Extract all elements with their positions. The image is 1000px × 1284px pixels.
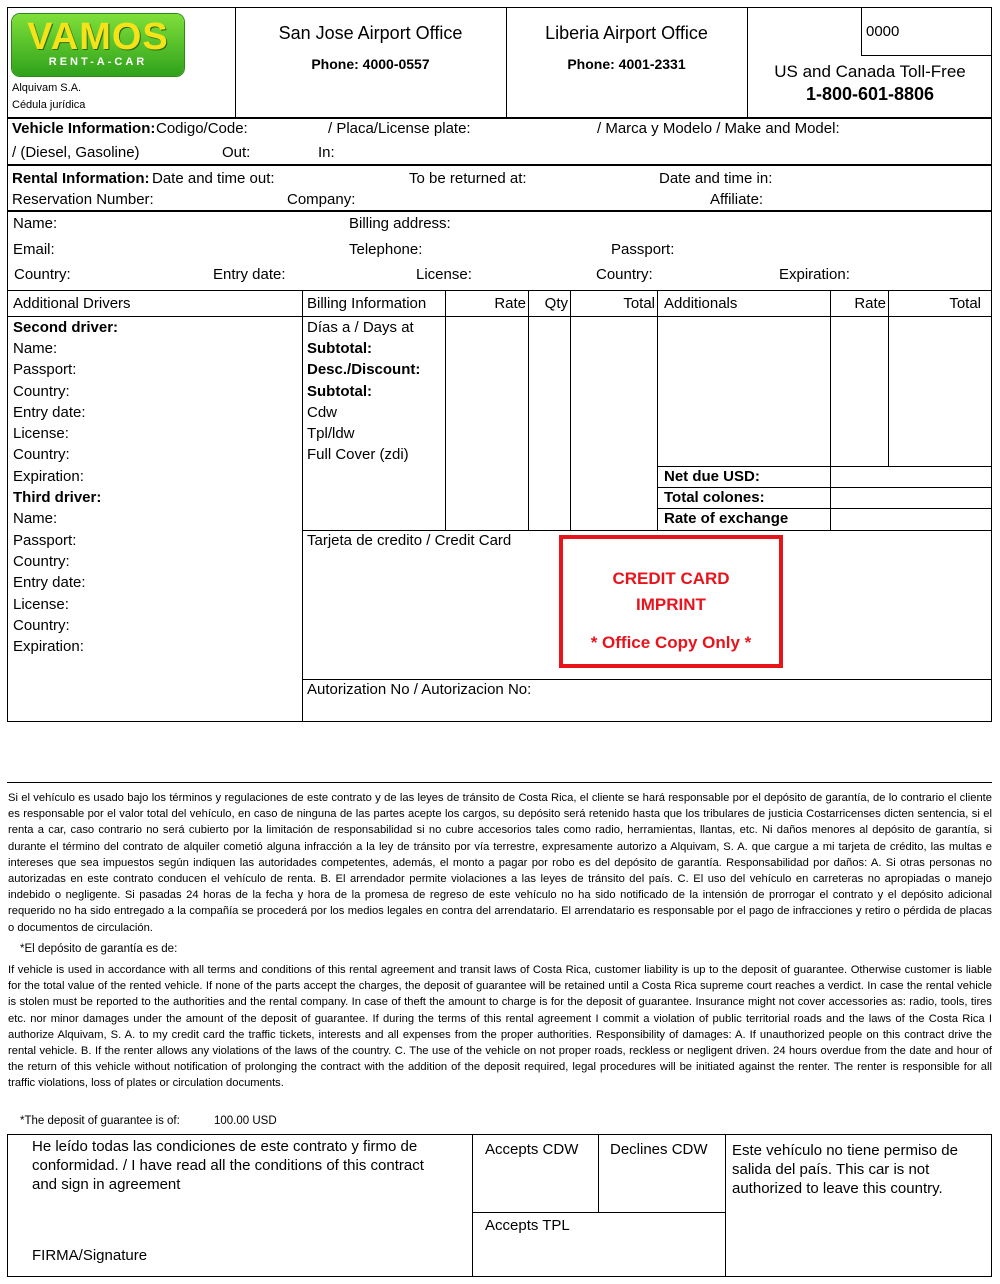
billing-rate-header: Rate [494, 295, 526, 312]
legal-spanish: Si el vehículo es usado bajo los términos y regulaciones de este contrato y de las leyes de tránsito de Costa Rica, el cliente se hará responsable por el depósito de garantía, de lo contrario el cliente es responsable por el valor total del vehículo, en caso de ninguna de las partes acepte los cargos, su depósito será retenido hasta que los tribulares de justicia Costarricenses dicten sentencia, si el renta a car, caso contrario no será cubierto por la limitación de responsabilidad si no cubre accesorios tales como radio, herramientas, llantas, etc. Ni daños menores al depósito de garantía, si durante el término del contrato de alquiler cometió alguna infracción a la ley de tránsito por vía terrestre, expresamente autorizo a Alquivam, S. A. que cargue a mi tarjeta de crédito, las multas e intereses que sea impuestos según indiquen las autoridades competentes, además, el monto a pagar por robo es del depósito de garantía. Responsabilidad por daños: A. Si otras personas no autorizadas en este contrato conducen el vehículo de renta. B. El arrendador permite violaciones a las leyes de tránsito del país. C. El uso del vehículo en carreteras no apropiadas o manejo indebido o negligente. Si pasadas 24 horas de la fecha y hora de la promesa de regreso de este vehículo no ha sido notificado de la intensión de prorrogar el contrato y el depósito adicional requerido no ha sido entregado a la compañía se procederá por los medios legales en contra del arrendatario. El arrendatario es responsable por el pago de infracciones y retiro o pérdida de placas o documentos de circulación. [8, 792, 992, 934]
tollfree-number: 1-800-601-8806 [805, 84, 935, 104]
customer-country2: Country: [596, 266, 653, 283]
additionals-total-header: Total [949, 295, 981, 312]
rental-date-out: Date and time out: [152, 170, 275, 187]
driver3-entry-date: Entry date: [13, 574, 86, 591]
driver3-country: Country: [13, 553, 70, 570]
vehicle-fuel: / (Diesel, Gasoline) [12, 144, 140, 161]
customer-expiration: Expiration: [779, 266, 850, 283]
driver2-entry-date: Entry date: [13, 404, 86, 421]
driver2-passport: Passport: [13, 361, 77, 378]
deposit-english: *The deposit of guarantee is of: [20, 1115, 180, 1127]
signature-label: FIRMA/Signature [32, 1247, 148, 1264]
divider [888, 291, 889, 466]
customer-country: Country: [14, 266, 71, 283]
customer-license: License: [416, 266, 472, 283]
divider [725, 1134, 726, 1277]
customer-telephone: Telephone: [349, 241, 423, 258]
customer-billing-address: Billing address: [349, 215, 451, 232]
accepts-cdw[interactable]: Accepts CDW [485, 1141, 579, 1158]
divider [657, 487, 992, 488]
driver2-expiration: Expiration: [13, 468, 84, 485]
deposit-amount: 100.00 USD [214, 1115, 277, 1127]
country-exit-notice: Este vehículo no tiene permiso de salida del país. This car is not authorized to leave this country. [732, 1142, 958, 1197]
credit-card-imprint-stamp [559, 535, 783, 668]
tollfree-label: US and Canada Toll-Free [774, 62, 966, 81]
second-driver-label: Second driver: [13, 319, 119, 336]
rate-exchange-label: Rate of exchange [664, 510, 789, 527]
office1-title: San Jose Airport Office [278, 23, 463, 43]
divider [445, 291, 446, 530]
billing-subtotal: Subtotal: [307, 340, 372, 357]
rental-affiliate: Affiliate: [710, 191, 764, 208]
total-colones-label: Total colones: [664, 489, 765, 506]
driver3-passport: Passport: [13, 532, 77, 549]
divider [861, 7, 862, 55]
driver2-name: Name: [13, 340, 58, 357]
rental-date-in: Date and time in: [659, 170, 773, 187]
divider [861, 55, 992, 56]
deposit-spanish: *El depósito de garantía es de: [20, 943, 178, 955]
divider [7, 782, 992, 783]
divider [657, 291, 658, 530]
logo-subtitle: RENT-A-CAR [48, 56, 148, 68]
divider [657, 466, 992, 467]
driver2-license: License: [13, 425, 69, 442]
divider [472, 1134, 473, 1277]
divider [302, 291, 303, 722]
rental-to-return: To be returned at: [409, 170, 527, 187]
driver2-country2: Country: [13, 446, 70, 463]
customer-email: Email: [13, 241, 55, 258]
billing-qty-header: Qty [544, 295, 568, 312]
stamp-line2: IMPRINT [636, 595, 706, 614]
authorization-label: Autorization No / Autorizacion No: [307, 681, 532, 698]
divider [570, 291, 571, 530]
customer-name: Name: [13, 215, 58, 232]
stamp-line3: * Office Copy Only * [590, 633, 752, 652]
customer-entry-date: Entry date: [213, 266, 286, 283]
office2-phone: Phone: 4001-2331 [567, 56, 686, 72]
vehicle-make: / Marca y Modelo / Make and Model: [597, 120, 840, 137]
credit-card-label: Tarjeta de credito / Credit Card [307, 532, 512, 549]
divider [991, 291, 992, 722]
divider [598, 1134, 599, 1212]
vehicle-out: Out: [222, 144, 251, 161]
rental-title: Rental Information: [12, 170, 150, 187]
divider [830, 291, 831, 530]
divider [302, 679, 992, 680]
net-due-label: Net due USD: [664, 468, 760, 485]
third-driver-label: Third driver: [13, 489, 102, 506]
billing-subtotal2: Subtotal: [307, 383, 372, 400]
driver3-expiration: Expiration: [13, 638, 84, 655]
driver3-name: Name: [13, 510, 58, 527]
office2-title: Liberia Airport Office [545, 23, 708, 43]
billing-title: Billing Information [307, 295, 427, 312]
divider [657, 508, 992, 509]
vehicle-title: Vehicle Information: [12, 120, 156, 137]
legal-english: If vehicle is used in accordance with all terms and conditions of this rental agreement and transit laws of Costa Rica, customer liability is up to the deposit of guarantee. Otherwise customer is liable for the total value of the rented vehicle. If none of the parts accept the charges, the deposit of guarantee will be retained until a Costa Rica supreme court reaches a verdict. In case the rental vehicle is stolen must be reported to the authorities and the rental company. In case of theft the amount to charge is for the deposit of guarantee. Insurance might not cover accessories as: radio, tools, tires etc. nor minor damages under the amount of the deposit of guarantee. If during the terms of this rental agreement I commit a violation of public territorial roads and the laws of the Costa Rica I authorize Alquivam, S. A. to my credit card the traffic tickets, interests and all expenses from the proper authorities. Responsibility of damages: A. If unauthorized people on this contract drive the rental vehicle. B. If the renter allows any violations of the laws of the country. C. The use of the vehicle on not proper roads, reckless or negligent driven. 24 hours overdue from the date and hour of the return of this vehicle without notification of prolonging the contract with the addition of the deposit required, legal procedures will be initiated against the renter. The renter is responsible for all traffic violations, loss of plates or circulation documents. [8, 964, 992, 1090]
vehicle-code: Codigo/Code: [156, 120, 248, 137]
company-name: Alquivam S.A. [12, 82, 82, 94]
billing-full-cover: Full Cover (zdi) [307, 446, 409, 463]
divider [302, 530, 992, 531]
customer-passport: Passport: [611, 241, 675, 258]
rental-company: Company: [287, 191, 356, 208]
billing-days: Días a / Days at [307, 319, 414, 336]
additional-drivers-title: Additional Drivers [13, 295, 131, 312]
divider [472, 1212, 725, 1213]
vamos-logo [12, 14, 184, 76]
divider [7, 291, 8, 722]
driver3-license: License: [13, 596, 69, 613]
divider [528, 291, 529, 530]
additionals-rate-header: Rate [854, 295, 886, 312]
vehicle-plate: / Placa/License plate: [328, 120, 471, 137]
agreement-text: He leído todas las condiciones de este contrato y firmo de conformidad. / I have read all the conditions of this contract and sign in agreement [32, 1138, 424, 1193]
vehicle-in: In: [318, 144, 335, 161]
billing-cdw: Cdw [307, 404, 338, 421]
billing-discount: Desc./Discount: [307, 361, 421, 378]
contract-number: 0000 [866, 23, 900, 40]
logo-word: VAMOS [27, 16, 169, 58]
office1-phone: Phone: 4000-0557 [311, 56, 430, 72]
rental-reservation: Reservation Number: [12, 191, 154, 208]
declines-cdw[interactable]: Declines CDW [610, 1141, 708, 1158]
billing-total-header: Total [623, 295, 655, 312]
accepts-tpl[interactable]: Accepts TPL [485, 1217, 570, 1234]
driver3-country2: Country: [13, 617, 70, 634]
driver2-country: Country: [13, 383, 70, 400]
divider [7, 721, 992, 722]
company-id: Cédula jurídica [12, 99, 86, 111]
billing-tpl: Tpl/ldw [307, 425, 355, 442]
additionals-title: Additionals [664, 295, 738, 312]
divider [7, 316, 992, 317]
stamp-line1: CREDIT CARD [612, 569, 730, 588]
